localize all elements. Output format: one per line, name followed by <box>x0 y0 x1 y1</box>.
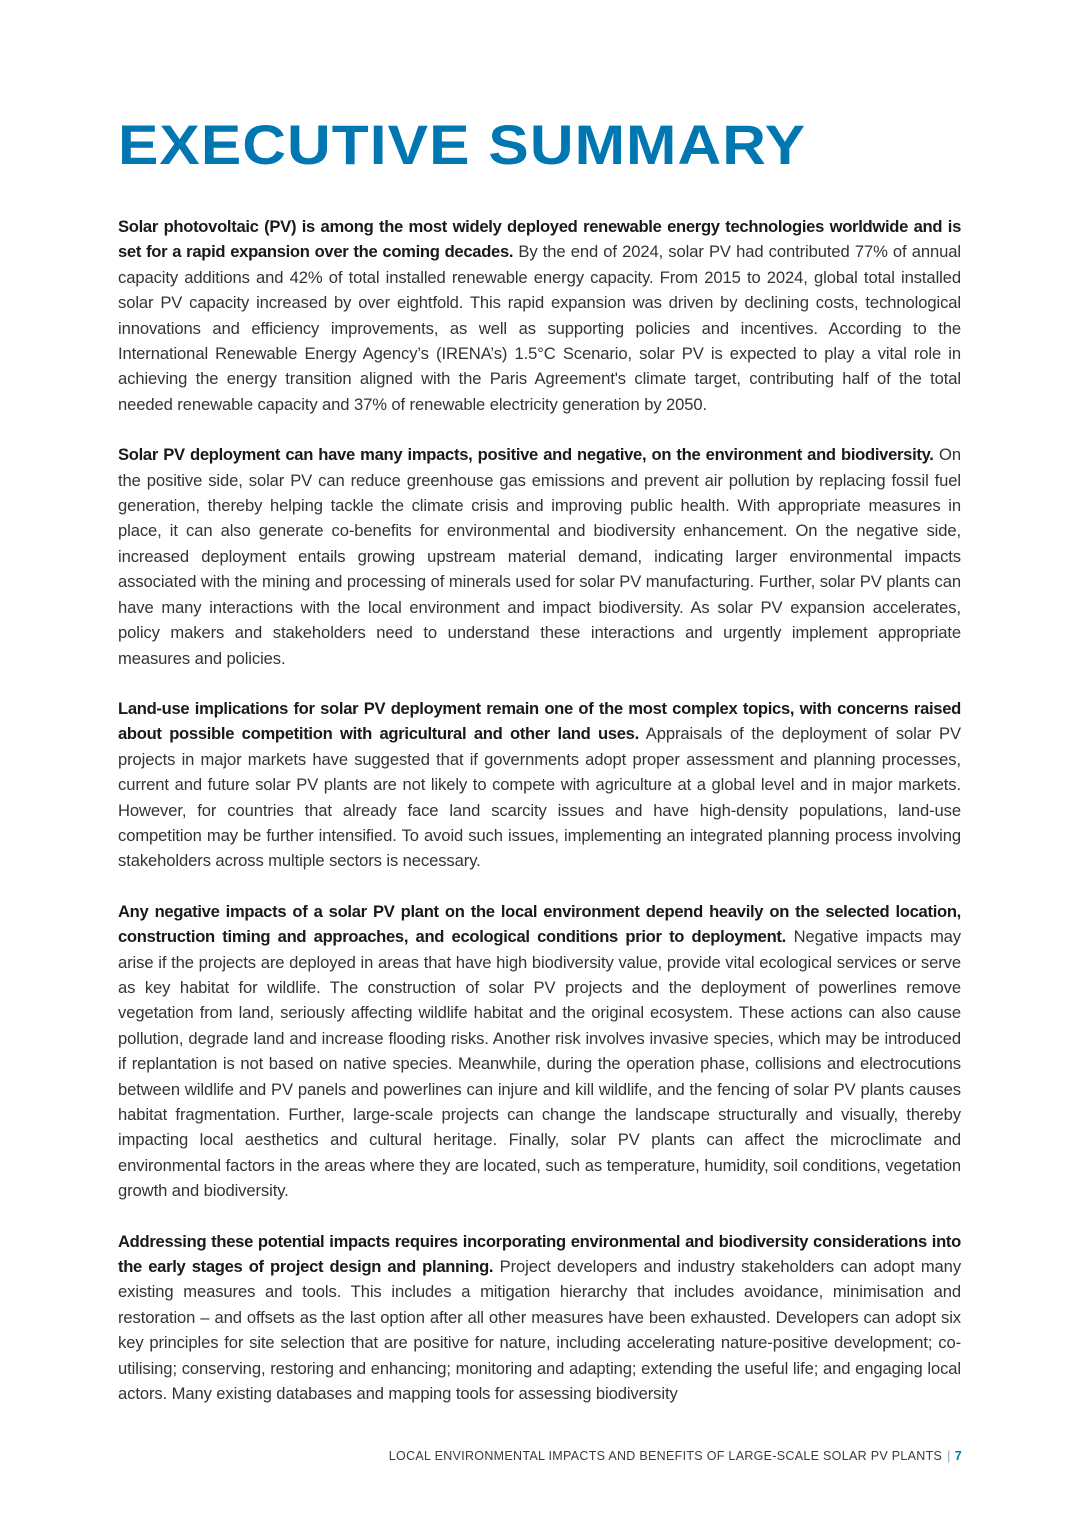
paragraph-solar-pv-expansion <box>118 214 961 417</box>
paragraph-body: By the end of 2024, solar PV had contributed 77% of annual capacity additions and 42% of total installed renewable energy capacity. From 2015 to 2024, global total installed solar PV capacity increased by over eightfold. This rapid expansion was driven by declining costs, technological innovations and efficiency improvements, as well as supporting policies and incentives. According to the International Renewable Energy Agency’s (IRENA’s) 1.5°C Scenario, solar PV is expected to play a vital role in achieving the energy transition aligned with the Paris Agreement's climate target, contributing half of the total needed renewable capacity and 37% of renewable electricity generation by 2050. <box>118 242 961 414</box>
paragraph-body: Negative impacts may arise if the projects are deployed in areas that have high biodiversity value, provide vital ecological services or serve as key habitat for wildlife. The construction of solar PV projects and the deployment of powerlines remove vegetation from land, seriously affecting wildlife habitat and the original ecosystem. These actions can also cause pollution, degrade land and increase flooding risks. Another risk involves invasive species, which may be introduced if replantation is not based on native species. Meanwhile, during the operation phase, collisions and electrocutions between wildlife and PV panels and powerlines can injure and kill wildlife, and the fencing of solar PV plants causes habitat fragmentation. Further, large-scale projects can change the landscape structurally and visually, thereby impacting local aesthetics and cultural heritage. Finally, solar PV plants can affect the microclimate and environmental factors in the areas where they are located, such as temperature, humidity, soil conditions, vegetation growth and biodiversity. <box>118 927 962 1201</box>
paragraph-addressing-impacts <box>118 1229 961 1407</box>
paragraph-impacts <box>118 442 961 671</box>
page-number: 7 <box>954 1449 962 1463</box>
paragraph-lead: Addressing these potential impacts requires incorporating environmental and biodiversity considerations into the early stages of project design and planning. <box>118 1231 961 1277</box>
page-footer <box>389 1447 962 1465</box>
paragraph-body: Project developers and industry stakeholders can adopt many existing measures and tools. This includes a mitigation hierarchy that includes avoidance, minimisation and restoration – and offsets as the last option after all other measures have been exhausted. Developers can adopt six key principles for site selection that are positive for nature, including accelerating nature-positive development; co-utilising; conserving, restoring and enhancing; monitoring and adapting; extending the useful life; and engaging local actors. Many existing databases and mapping tools for assessing biodiversity <box>118 1257 962 1404</box>
running-title: LOCAL ENVIRONMENTAL IMPACTS AND BENEFITS OF LARGE-SCALE SOLAR PV PLANTS <box>388 1449 943 1463</box>
paragraph-body: Appraisals of the deployment of solar PV projects in major markets have suggested that if governments adopt proper assessment and planning processes, current and future solar PV plants are not likely to compete with agriculture at a global level and in major markets. However, for countries that already face land scarcity issues and have high-density populations, land-use competition may be further intensified. To avoid such issues, implementing an integrated planning process involving stakeholders across multiple sectors is necessary. <box>118 724 961 871</box>
paragraph-lead: Solar PV deployment can have many impacts, positive and negative, on the environment and biodiversity. <box>118 445 934 465</box>
paragraph-lead: Solar photovoltaic (PV) is among the most widely deployed renewable energy technologies worldwide and is set for a rapid expansion over the coming decades. <box>118 217 961 262</box>
paragraph-land-use <box>118 696 961 874</box>
footer-separator: | <box>947 1449 951 1463</box>
page-title: EXECUTIVE SUMMARY <box>118 113 807 176</box>
paragraph-body: On the positive side, solar PV can reduce greenhouse gas emissions and prevent air pollution by replacing fossil fuel generation, thereby helping tackle the climate crisis and improving public health. With appropriate measures in place, it can also generate co-benefits for environmental and biodiversity enhancement. On the negative side, increased deployment entails growing upstream material demand, indicating larger environmental impacts associated with the mining and processing of minerals used for solar PV manufacturing. Further, solar PV plants can have many interactions with the local environment and impact biodiversity. As solar PV expansion accelerates, policy makers and stakeholders need to understand these interactions and urgently implement appropriate measures and policies. <box>118 445 961 668</box>
executive-summary-body <box>118 214 961 1431</box>
paragraph-negative-impacts <box>118 899 961 1204</box>
paragraph-lead: Land-use implications for solar PV deployment remain one of the most complex topics, with concerns raised about possible competition with agricultural and other land uses. <box>118 698 961 744</box>
paragraph-lead: Any negative impacts of a solar PV plant on the local environment depend heavily on the selected location, construction timing and approaches, and ecological conditions prior to deployment. <box>118 901 961 947</box>
